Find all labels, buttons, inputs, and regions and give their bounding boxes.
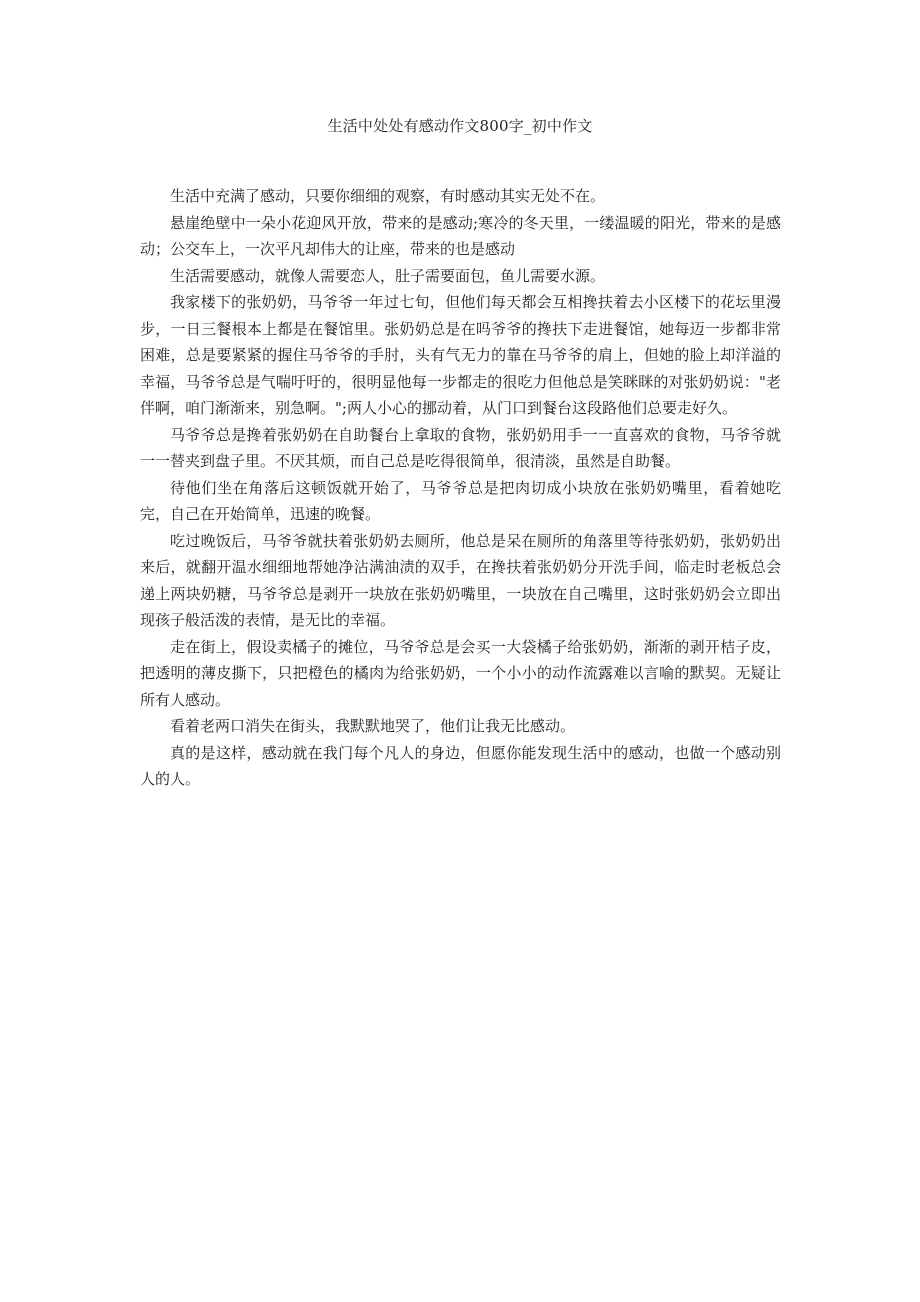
document-body [140, 183, 781, 793]
paragraph: 生活中充满了感动，只要你细细的观察，有时感动其实无处不在。 [170, 187, 606, 205]
document-title: 生活中处处有感动作文800字_初中作文 [327, 117, 593, 135]
paragraph: 我家楼下的张奶奶，马爷爷一年过七旬，但他们每天都会互相搀扶着去小区楼下的花坛里漫步，一日三餐根本上都是在餐馆里。张奶奶总是在吗爷爷的搀扶下走进餐馆，她每迈一步都非常困难，总是要紧紧的握住马爷爷的手肘，头有气无力的靠在马爷爷的肩上，但她的脸上却洋溢的幸福，马爷爷总是气喘吁吁的，很明显他每一步都走的很吃力但他总是笑眯眯的对张奶奶说："老伴啊，咱门渐渐来，别急啊。";两人小心的挪动着，从门口到餐台这段路他们总要走好久。 [140, 293, 781, 417]
paragraph: 待他们坐在角落后这顿饭就开始了，马爷爷总是把肉切成小块放在张奶奶嘴里，看着她吃完，自己在开始简单，迅速的晚餐。 [140, 478, 781, 523]
paragraph: 生活需要感动，就像人需要恋人，肚子需要面包，鱼儿需要水源。 [170, 266, 606, 285]
paragraph: 悬崖绝壁中一朵小花迎风开放，带来的是感动;寒冷的冬天里，一缕温暖的阳光，带来的是感动；公交车上，一次平凡却伟大的让座，带来的也是感动 [140, 213, 781, 258]
paragraph: 真的是这样，感动就在我门每个凡人的身边，但愿你能发现生活中的感动，也做一个感动别人的人。 [140, 743, 781, 788]
paragraph: 吃过晚饭后，马爷爷就扶着张奶奶去厕所，他总是呆在厕所的角落里等待张奶奶，张奶奶出来后，就翻开温水细细地帮她净沾满油渍的双手，在搀扶着张奶奶分开洗手间，临走时老板总会递上两块奶糖，马爷爷总是剥开一块放在张奶奶嘴里，一块放在自己嘴里，这时张奶奶会立即出现孩子般活泼的表情，是无比的幸福。 [140, 531, 781, 629]
paragraph: 看着老两口消失在街头，我默默地哭了，他们让我无比感动。 [170, 717, 576, 735]
paragraph: 马爷爷总是搀着张奶奶在自助餐台上拿取的食物，张奶奶用手一一直喜欢的食物，马爷爷就一一替夹到盘子里。不厌其烦，而自己总是吃得很简单，很清淡，虽然是自助餐。 [140, 425, 781, 470]
paragraph: 走在街上，假设卖橘子的摊位，马爷爷总是会买一大袋橘子给张奶奶，渐渐的剥开桔子皮，把透明的薄皮撕下，只把橙色的橘肉为给张奶奶，一个小小的动作流露难以言喻的默契。无疑让所有人感动。 [140, 637, 781, 709]
